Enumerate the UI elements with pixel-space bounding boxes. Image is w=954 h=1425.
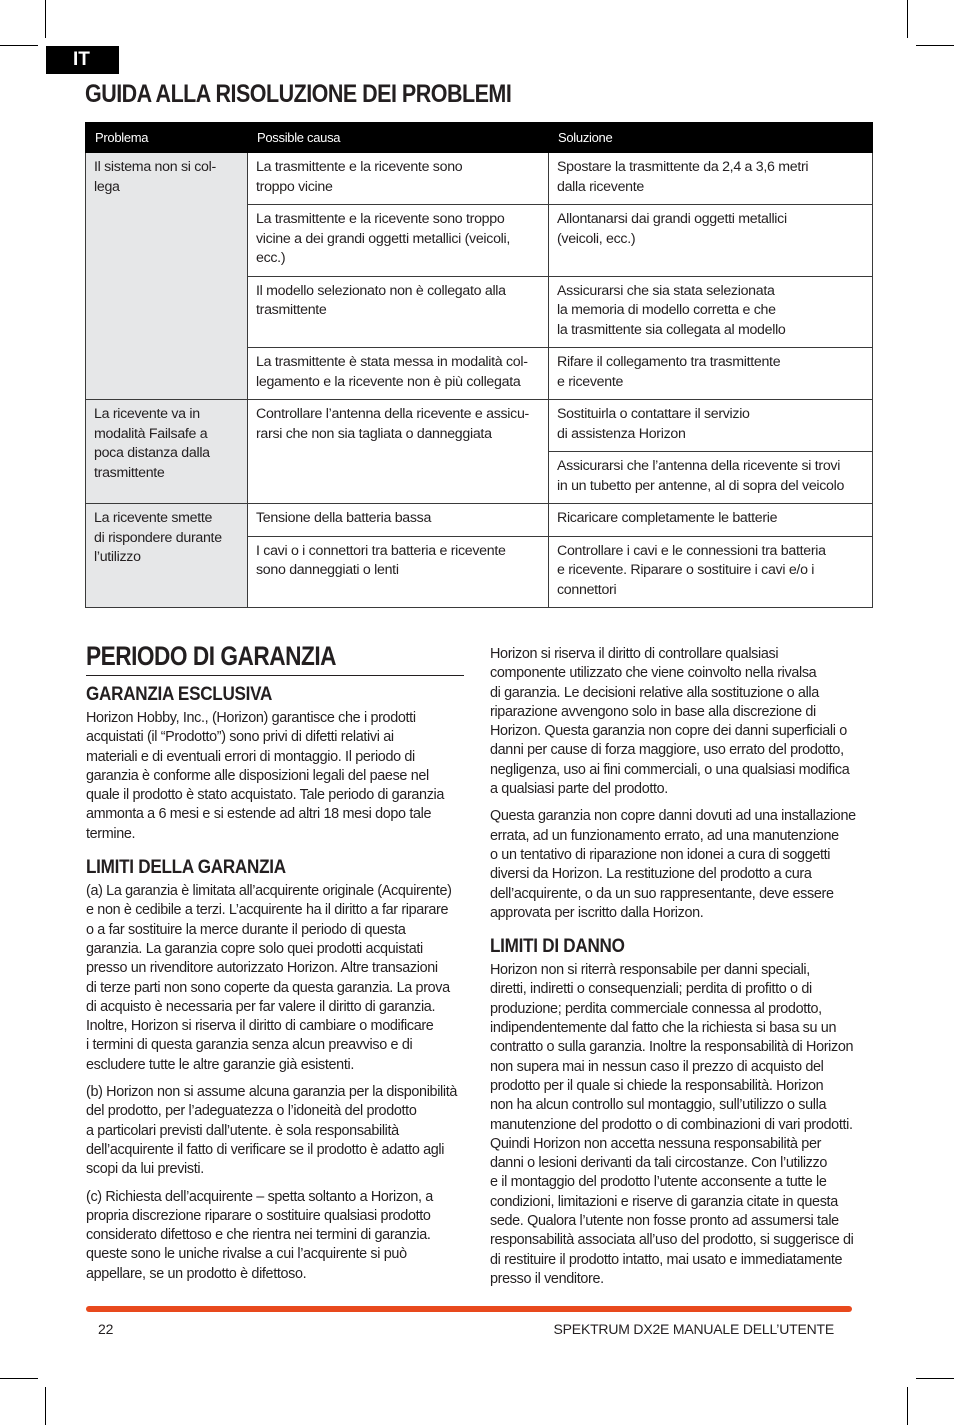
solution-cell: Assicurarsi che l’antenna della ricevente si trovi in un tubetto per antenne, al di sopra del veicolo [549, 452, 873, 504]
crop-mark [0, 1378, 38, 1379]
column-header: Possible causa [248, 123, 549, 153]
body-paragraph: (c) Richiesta dell’acquirente – spetta soltanto a Horizon, a propria discrezione riparare o sostituire qualsiasi prodotto considerato difettoso e che rientra nei termini di garanzia. queste sono le uniche rivalse a cui l’acquirente si può appellare, se un prodotto è difettoso. [86, 1188, 433, 1282]
cause-cell: Il modello selezionato non è collegato alla trasmittente [248, 276, 549, 348]
cause-cell: La trasmittente e la ricevente sono troppo vicine [248, 153, 549, 205]
table-row [86, 400, 873, 452]
subsection-heading: GARANZIA ESCLUSIVA [86, 684, 273, 705]
crop-mark [916, 45, 954, 46]
table-row [86, 504, 873, 537]
solution-cell: Spostare la trasmittente da 2,4 a 3,6 metri dalla ricevente [549, 153, 873, 205]
cause-cell: Controllare l’antenna della ricevente e assicu- rarsi che non sia tagliata o danneggiata [248, 400, 549, 504]
body-paragraph: (a) La garanzia è limitata all’acquirente originale (Acquirente) e non è cedibile a terzi. L’acquirente ha il diritto a far riparare o a far sostituire la merce durante il periodo di questa garanzia. La garanzia copre solo quei prodotti acquistati presso un rivenditore autorizzato Horizon. Altre transazioni di terze parti non sono coperte da questa garanzia. La prova di acquisto è necessaria per far valere il diritto di garanzia. Inoltre, Horizon si riserva il diritto di cambiare o modificare i termini di questa garanzia senza alcun preavviso e di escludere tutte le altre garanzie già esistenti. [86, 883, 452, 1073]
problem-cell: La ricevente va in modalità Failsafe a poca distanza dalla trasmittente [86, 400, 248, 504]
crop-mark [0, 45, 38, 46]
language-tab: IT [46, 46, 119, 74]
warranty-left-column [86, 683, 471, 1284]
troubleshooting-table [85, 122, 873, 608]
solution-cell: Allontanarsi dai grandi oggetti metallici (veicoli, ecc.) [549, 205, 873, 277]
page-title: GUIDA ALLA RISOLUZIONE DEI PROBLEMI [85, 80, 512, 108]
section-divider [86, 675, 464, 676]
subsection-heading: LIMITI DELLA GARANZIA [86, 857, 286, 879]
page-number: 22 [98, 1321, 114, 1337]
crop-mark [907, 0, 908, 38]
body-paragraph: Horizon si riserva il diritto di controllare qualsiasi componente utilizzato che viene coinvolto nella rivalsa di garanzia. Le decisioni relative alla sostituzione o alla riparazione avvengono solo in base alla discrezione di Horizon. Questa garanzia non copre dei danni superficiali o danni per cause di forza maggiore, uso errato del prodotto, negligenza, uso ai fini commerciali, o una qualsiasi modifica a qualsiasi parte del prodotto. [490, 646, 850, 798]
crop-mark [907, 1387, 908, 1425]
table-row [86, 153, 873, 205]
body-paragraph: Horizon Hobby, Inc., (Horizon) garantisce che i prodotti acquistati (il “Prodotto”) sono privi di difetti relativi ai materiali e di eventuali errori di montaggio. Il periodo di garanzia è conforme alle disposizioni legali del paese nel quale il prodotto è stato acquistato. Tale periodo di garanzia ammonta a 6 mesi e si estende ad altri 18 mesi dopo tale termine. [86, 710, 445, 842]
body-paragraph: Questa garanzia non copre danni dovuti ad una installazione errata, ad un funzionamento errato, ad una manutenzione o un tentativo di riparazione non idonei a cura di soggetti diversi da Horizon. La restituzione del prodotto a cura dell’acquirente, o da un suo rappresentante, deve essere approvata per iscritto dalla Horizon. [490, 808, 856, 921]
table-header-row [86, 123, 873, 153]
cause-cell: La trasmittente è stata messa in modalità col- legamento e la ricevente non è più collegata [248, 348, 549, 400]
solution-cell: Controllare i cavi e le connessioni tra batteria e ricevente. Riparare o sostituire i cavi e/o i connettori [549, 536, 873, 608]
subsection-heading: LIMITI DI DANNO [490, 936, 625, 958]
crop-mark [45, 1387, 46, 1425]
solution-cell: Rifare il collegamento tra trasmittente e ricevente [549, 348, 873, 400]
section-title: PERIODO DI GARANZIA [86, 641, 337, 671]
crop-mark [45, 0, 46, 38]
warranty-right-column [490, 645, 875, 1289]
solution-cell: Assicurarsi che sia stata selezionata la memoria di modello corretta e che la trasmittente sia collegata al modello [549, 276, 873, 348]
body-paragraph: (b) Horizon non si assume alcuna garanzia per la disponibilità del prodotto, per l’adeguatezza o l’idoneità del prodotto a particolari previsti dall’utente. è sola responsabilità dell’acquirente il fatto di verificare se il prodotto è adatto agli scopi da lui previsti. [86, 1084, 458, 1178]
footer-accent-bar [86, 1306, 852, 1312]
solution-cell: Sostituirla o contattare il servizio di assistenza Horizon [549, 400, 873, 452]
cause-cell: La trasmittente e la ricevente sono troppo vicine a dei grandi oggetti metallici (veicoli, ecc.) [248, 205, 549, 277]
column-header: Problema [86, 123, 248, 153]
crop-mark [916, 1378, 954, 1379]
problem-cell: Il sistema non si col- lega [86, 153, 248, 400]
solution-cell: Ricaricare completamente le batterie [549, 504, 873, 537]
cause-cell: Tensione della batteria bassa [248, 504, 549, 537]
column-header: Soluzione [549, 123, 873, 153]
cause-cell: I cavi o i connettori tra batteria e ricevente sono danneggiati o lenti [248, 536, 549, 608]
problem-cell: La ricevente smette di rispondere durante l’utilizzo [86, 504, 248, 608]
body-paragraph: Horizon non si riterrà responsabile per danni speciali, diretti, indiretti o consequenziali; perdita di profitto o di produzione; perdita commerciale connessa al prodotto, indipendentemente dal fatto che la richiesta si basa su un contratto o sulla garanzia. Inoltre la responsabilità di Horizon non supera mai in nessun caso il prezzo di acquisto del prodotto per il quale si chiede la responsabilità. Horizon non ha alcun controllo sul montaggio, sull’utilizzo o sulla manutenzione del prodotto o di combinazioni di vari prodotti. Quindi Horizon non accetta nessuna responsabilità per danni o lesioni derivanti da tali circostanze. Con l’utilizzo e il montaggio del prodotto l’utente acconsente a tutte le condizioni, limitazioni e riserve di garanzia citate in questa sede. Qualora l’utente non fosse pronto ad assumersi tale responsabilità associata all’uso del prodotto, si suggerisce di di restituire il prodotto intatto, mai usato e immediatamente presso il venditore. [490, 962, 854, 1287]
manual-title: SPEKTRUM DX2E MANUALE DELL’UTENTE [553, 1321, 834, 1337]
